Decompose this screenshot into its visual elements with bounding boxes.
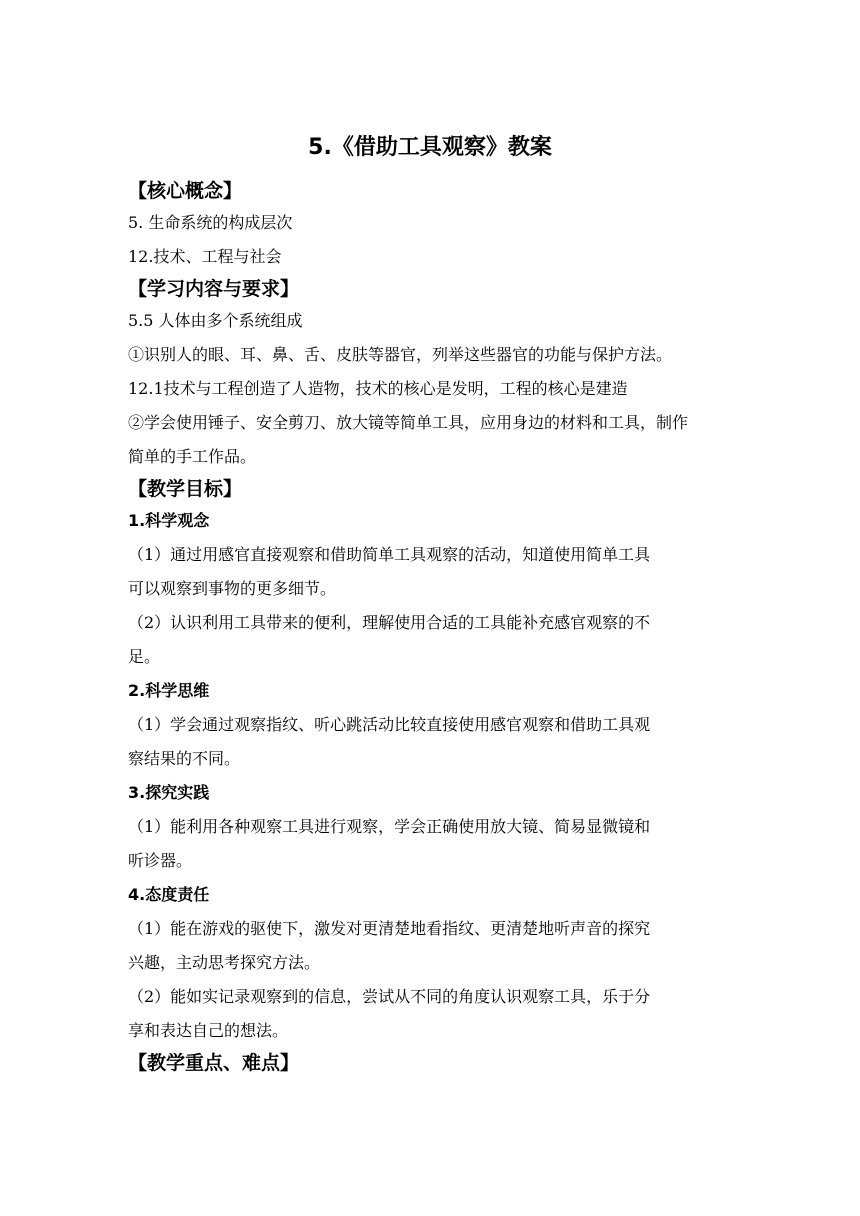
- section-heading-core-concepts: 【核心概念】: [128, 180, 243, 202]
- section-heading-key-points: 【教学重点、难点】: [128, 1052, 300, 1074]
- goal-line: 享和表达自己的想法。: [128, 1021, 289, 1040]
- goal-line: 察结果的不同。: [128, 749, 241, 768]
- goal-line: （2）能如实记录观察到的信息，尝试从不同的角度认识观察工具，乐于分: [128, 987, 651, 1006]
- goal-group-title: 4.态度责任: [128, 885, 210, 904]
- goal-line: （1）学会通过观察指纹、听心跳活动比较直接使用感官观察和借助工具观: [128, 715, 651, 734]
- goal-group-title: 2.科学思维: [128, 681, 210, 700]
- document-title: 5.《借助工具观察》教案: [308, 135, 552, 160]
- learning-content-line: 12.1技术与工程创造了人造物，技术的核心是发明，工程的核心是建造: [128, 379, 628, 398]
- section-heading-teaching-goals: 【教学目标】: [128, 478, 243, 500]
- goal-line: 听诊器。: [128, 851, 193, 870]
- document-body: [128, 176, 732, 1078]
- goal-line: 可以观察到事物的更多细节。: [128, 579, 337, 598]
- goal-line: （1）能利用各种观察工具进行观察，学会正确使用放大镜、简易显微镜和: [128, 817, 651, 836]
- learning-content-line: 简单的手工作品。: [128, 447, 257, 466]
- goal-group-title: 1.科学观念: [128, 511, 210, 530]
- goal-line: （2）认识利用工具带来的便利，理解使用合适的工具能补充感官观察的不: [128, 613, 651, 632]
- goal-line: 兴趣，主动思考探究方法。: [128, 953, 321, 972]
- learning-content-line: ②学会使用锤子、安全剪刀、放大镜等简单工具，应用身边的材料和工具，制作: [128, 413, 689, 432]
- learning-content-line: 5.5 人体由多个系统组成: [128, 311, 303, 330]
- goal-line: （1）能在游戏的驱使下，激发对更清楚地看指纹、更清楚地听声音的探究: [128, 919, 651, 938]
- core-concept-item: 12.技术、工程与社会: [128, 247, 282, 266]
- learning-content-line: ①识别人的眼、耳、鼻、舌、皮肤等器官，列举这些器官的功能与保护方法。: [128, 345, 673, 364]
- goal-line: （1）通过用感官直接观察和借助简单工具观察的活动，知道使用简单工具: [128, 545, 651, 564]
- core-concept-item: 5. 生命系统的构成层次: [128, 213, 293, 232]
- goal-group-title: 3.探究实践: [128, 783, 210, 802]
- goal-line: 足。: [128, 647, 161, 666]
- section-heading-learning-content: 【学习内容与要求】: [128, 278, 300, 300]
